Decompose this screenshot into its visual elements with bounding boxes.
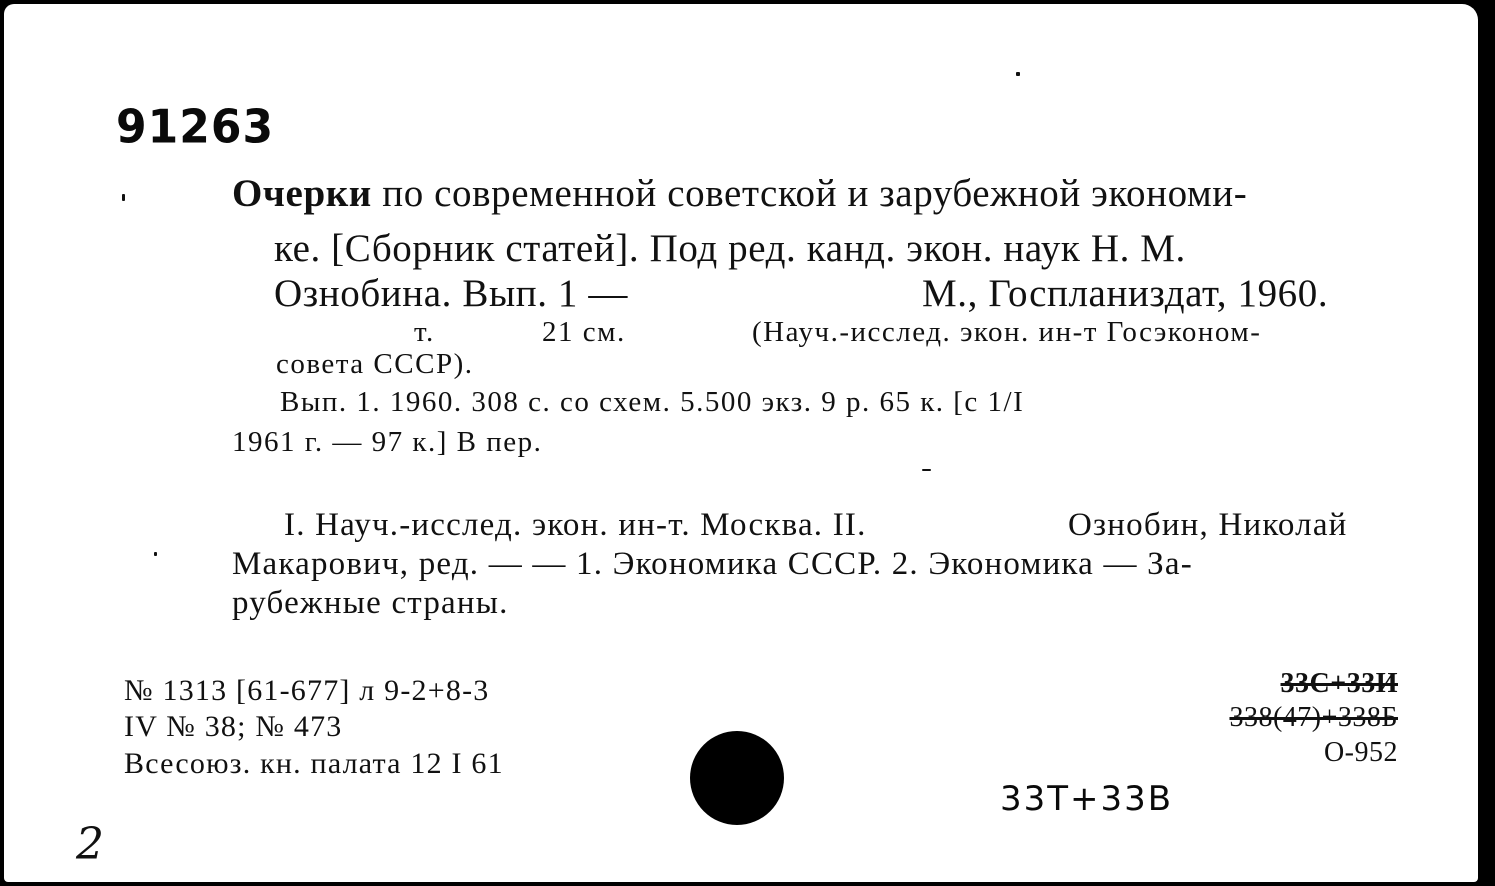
classification-crossed-2: 338(47)+338Б: [1229, 702, 1398, 733]
series-statement-line-2: совета СССР).: [276, 348, 474, 380]
scan-edge: [1481, 0, 1495, 886]
tracing-line-3: рубежные страны.: [232, 585, 509, 621]
title-rest: по современной советской и зарубежной экономи-: [371, 172, 1248, 215]
classification-crossed-1: 33С+33И: [1280, 668, 1398, 699]
title-line-2: ке. [Сборник статей]. Под ред. канд. экон. наук Н. М.: [274, 227, 1186, 270]
shelf-number: 91263: [116, 100, 275, 155]
issue-details-line-2: 1961 г. — 97 к.] В пер.: [232, 426, 543, 458]
title-heading-word: Очерки: [232, 172, 372, 215]
issue-details-line-1: Вып. 1. 1960. 308 с. со схем. 5.500 экз. 9 р. 65 к. [с 1/I: [280, 386, 1025, 418]
speck-mark: [122, 194, 125, 201]
punch-hole: [690, 731, 784, 825]
handwritten-classification: 33Т+33В: [1000, 779, 1174, 819]
registry-line-2: IV № 38; № 473: [124, 710, 343, 743]
tracing-line-1-left: I. Науч.-исслед. экон. ин-т. Москва. II.: [284, 507, 867, 543]
registry-line-1: № 1313 [61-677] л 9-2+8-3: [124, 674, 490, 707]
volumes-note: т.: [414, 316, 435, 348]
handwritten-mark: 2: [76, 819, 104, 870]
imprint: М., Госпланиздат, 1960.: [922, 272, 1329, 315]
tracing-line-2: Макарович, ред. — — 1. Экономика СССР. 2. Экономика — За-: [232, 546, 1193, 582]
title-line-1: [232, 171, 1247, 216]
tracing-line-1-right: Ознобин, Николай: [1068, 507, 1348, 543]
catalog-card: [4, 4, 1478, 882]
speck-mark: [154, 552, 157, 556]
title-line-3-left: Ознобина. Вып. 1 —: [274, 272, 628, 315]
registry-line-3: Всесоюз. кн. палата 12 I 61: [124, 747, 504, 780]
series-statement-line-1: (Науч.-исслед. экон. ин-т Госэконом-: [752, 316, 1262, 348]
physical-size: 21 см.: [542, 316, 626, 348]
speck-mark: [1016, 72, 1020, 76]
speck-mark: [922, 469, 931, 471]
classification-code: О-952: [1323, 737, 1398, 768]
